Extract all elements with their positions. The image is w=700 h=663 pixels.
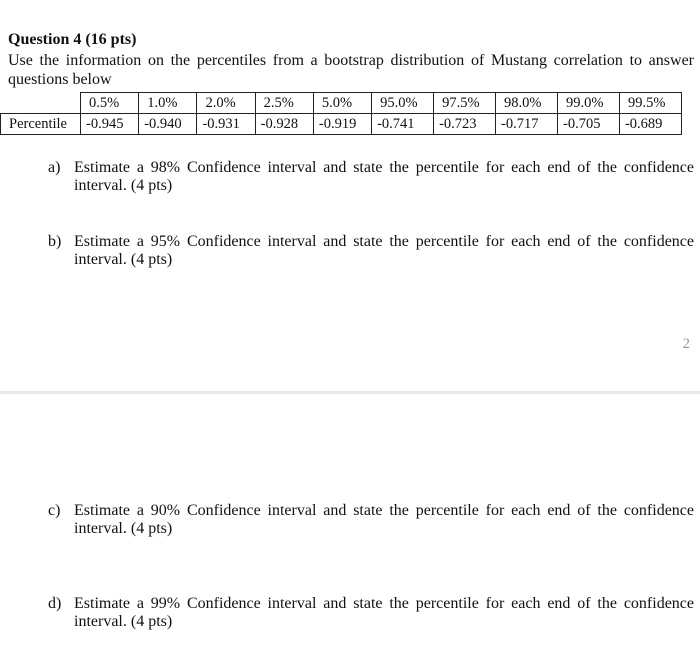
part-text: Estimate a 90% Confidence interval and state the percentile for each end of the confidence interval. (4 pts)	[74, 502, 694, 537]
table-header-cell: 1.0%	[139, 93, 197, 114]
part-text: Estimate a 99% Confidence interval and state the percentile for each end of the confidence interval. (4 pts)	[74, 595, 694, 630]
table-cell: -0.705	[558, 114, 620, 135]
table-cell: -0.717	[496, 114, 558, 135]
question-part-c	[48, 502, 694, 538]
table-header-row	[1, 93, 682, 114]
table-cell: -0.689	[619, 114, 681, 135]
part-letter: b)	[48, 233, 62, 250]
table-cell: -0.945	[81, 114, 139, 135]
table-corner-cell	[1, 93, 81, 114]
table-cell: -0.928	[255, 114, 313, 135]
part-text: Estimate a 98% Confidence interval and state the percentile for each end of the confidence interval. (4 pts)	[74, 159, 694, 194]
page-divider	[0, 391, 700, 394]
table-cell: -0.741	[372, 114, 434, 135]
table-header-cell: 95.0%	[372, 93, 434, 114]
table-header-cell: 5.0%	[313, 93, 371, 114]
table-header-cell: 97.5%	[434, 93, 496, 114]
table-header-cell: 98.0%	[496, 93, 558, 114]
part-letter: a)	[48, 159, 61, 176]
table-cell: -0.723	[434, 114, 496, 135]
table-cell: -0.931	[197, 114, 255, 135]
part-text: Estimate a 95% Confidence interval and state the percentile for each end of the confidence interval. (4 pts)	[74, 233, 694, 268]
question-part-d	[48, 595, 694, 631]
table-header-cell: 2.0%	[197, 93, 255, 114]
question-part-a	[48, 159, 694, 195]
question-title: Question 4 (16 pts)	[8, 31, 137, 48]
percentile-table	[0, 92, 682, 135]
part-letter: d)	[48, 595, 62, 612]
question-intro: Use the information on the percentiles from a bootstrap distribution of Mustang correlation to answer questions below	[8, 52, 694, 88]
question-part-b	[48, 233, 694, 269]
table-row-label: Percentile	[1, 114, 81, 135]
part-letter: c)	[48, 502, 61, 519]
table-header-cell: 99.5%	[619, 93, 681, 114]
table-header-cell: 0.5%	[81, 93, 139, 114]
table-header-cell: 99.0%	[558, 93, 620, 114]
table-cell: -0.919	[313, 114, 371, 135]
page-number: 2	[682, 336, 690, 352]
table-cell: -0.940	[139, 114, 197, 135]
table-header-cell: 2.5%	[255, 93, 313, 114]
table-row	[1, 114, 682, 135]
